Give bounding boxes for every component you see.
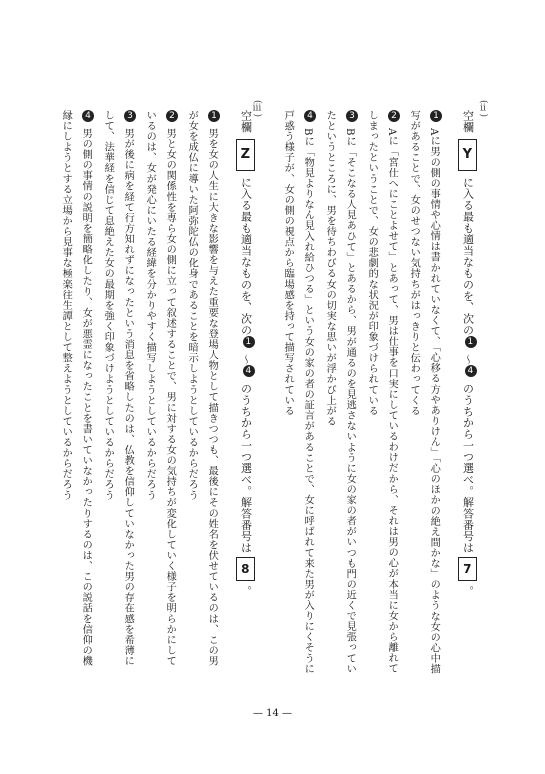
option-number: 2 (388, 110, 400, 122)
option-text-line: 写があることで、女のせつない気持ちがはっきりと伝わってくる (408, 110, 420, 416)
option-text-line: 男を女の人生に大きな影響を与えた重要な登場人物として描きつつも、最後にその姓名を伏せているのは、この男 (206, 128, 218, 667)
option-text-line: が女を成仏に導いた阿弥陀仏の化身であることを暗示しようとしているからだろう (186, 110, 198, 501)
option-number: 3 (346, 110, 358, 122)
option-2-3[interactable] (344, 110, 358, 710)
option-text-line: 縁にしようとする立場から見事な極楽往生譚として整えようとしているからだろう (60, 110, 72, 501)
option-2-1-continued (408, 110, 418, 710)
option-number: 3 (124, 110, 136, 122)
option-3-4-continued (60, 110, 70, 710)
prompt-text: に入る最も適当なものを、次の (461, 176, 475, 336)
option-number: 1 (430, 110, 442, 122)
option-text-line: Aに「宮仕へにことよせて」とあって、男は仕事を口実にしているわけだから、それは男の心が本当に女から離れて (386, 128, 398, 674)
answer-number-box: 8 (236, 557, 255, 581)
question-2-marker: (ⅱ) (478, 100, 488, 118)
blank-y-box: Y (458, 139, 477, 171)
option-3-4[interactable] (80, 110, 94, 710)
option-3-3[interactable] (122, 110, 136, 710)
option-3-1[interactable] (206, 110, 220, 710)
option-3-3-continued (102, 110, 112, 710)
prompt-text: 空欄 (461, 110, 475, 133)
option-2-1[interactable] (428, 110, 442, 710)
option-text-line: 戸惑う様子が、女の側の視点から臨場感を持って描写されている (282, 110, 294, 416)
option-2-4-continued (282, 110, 292, 710)
option-text-line: しまったということで、女の悲劇的な状況が印象づけられている (366, 110, 378, 416)
option-text-line: たというところに、男を待ちわびる女の切実な思いが浮かび上がる (324, 110, 336, 427)
question-3-marker: (ⅲ) (252, 100, 262, 118)
option-number: 4 (82, 110, 94, 122)
prompt-text: のうちから一つ選べ。解答番号は (461, 382, 475, 554)
question-2-prompt (458, 110, 477, 710)
blank-z-box: Z (236, 139, 255, 171)
range-start-number: 1 (465, 336, 477, 348)
option-text-line: 男と女の関係性を専ら女の側に立って叙述することで、男に対する女の気持ちが変化していく様子を明らかにして (164, 128, 176, 667)
prompt-text: 。 (239, 585, 253, 597)
range-end-number: 4 (465, 365, 477, 377)
option-number: 2 (166, 110, 178, 122)
option-3-1-continued (186, 110, 196, 710)
prompt-text: 。 (461, 585, 475, 597)
option-2-4[interactable] (302, 110, 316, 710)
option-text-line: Bに「物見よりなん見入れ給ひつる」という女の家の者の証言があることで、女に呼ばれて来た男が入りにくそうに (302, 128, 314, 674)
option-3-2[interactable] (164, 110, 178, 710)
range-separator: ～ (461, 353, 475, 365)
option-text-line: Aに男の側の事情や心情は書かれていなくて、「心移る方やありけん」「心のほかの絶え間かな」のような女の心中描 (428, 128, 440, 675)
page-number: — 14 — (252, 708, 293, 719)
range-end-number: 4 (243, 365, 255, 377)
range-start-number: 1 (243, 336, 255, 348)
option-text-line: いるのは、女が発心にいたる経緯を分かりやすく描写しようとしているからだろう (144, 110, 156, 501)
prompt-text: 空欄 (239, 110, 253, 133)
prompt-text: に入る最も適当なものを、次の (239, 176, 253, 336)
option-text-line: 男の側の事情の説明を簡略化したり、女が悪霊になったことを書いていなかったりするのは、この説話を信仰の機 (80, 128, 92, 667)
option-number: 1 (208, 110, 220, 122)
option-text-line: 男が後に病を経て行方知れずになったという消息を省略したのは、仏教を信仰していなかった男の存在感を希薄に (122, 128, 134, 667)
option-2-2-continued (366, 110, 376, 710)
range-separator: ～ (239, 353, 253, 365)
option-text-line: して、法華経を信じて息絶えた女の最期を強く印象づけようとしているからだろう (102, 110, 114, 501)
option-2-3-continued (324, 110, 334, 710)
option-number: 4 (304, 110, 316, 122)
option-2-2[interactable] (386, 110, 400, 710)
option-text-line: Bに「そこなる人見あひて」とあるから、男が通るのを見逃さないように女の家の者がいつも門の近くで見張ってい (344, 128, 356, 674)
answer-number-box: 7 (458, 557, 477, 581)
option-3-2-continued (144, 110, 154, 710)
prompt-text: のうちから一つ選べ。解答番号は (239, 382, 253, 554)
question-3-prompt (236, 110, 255, 710)
